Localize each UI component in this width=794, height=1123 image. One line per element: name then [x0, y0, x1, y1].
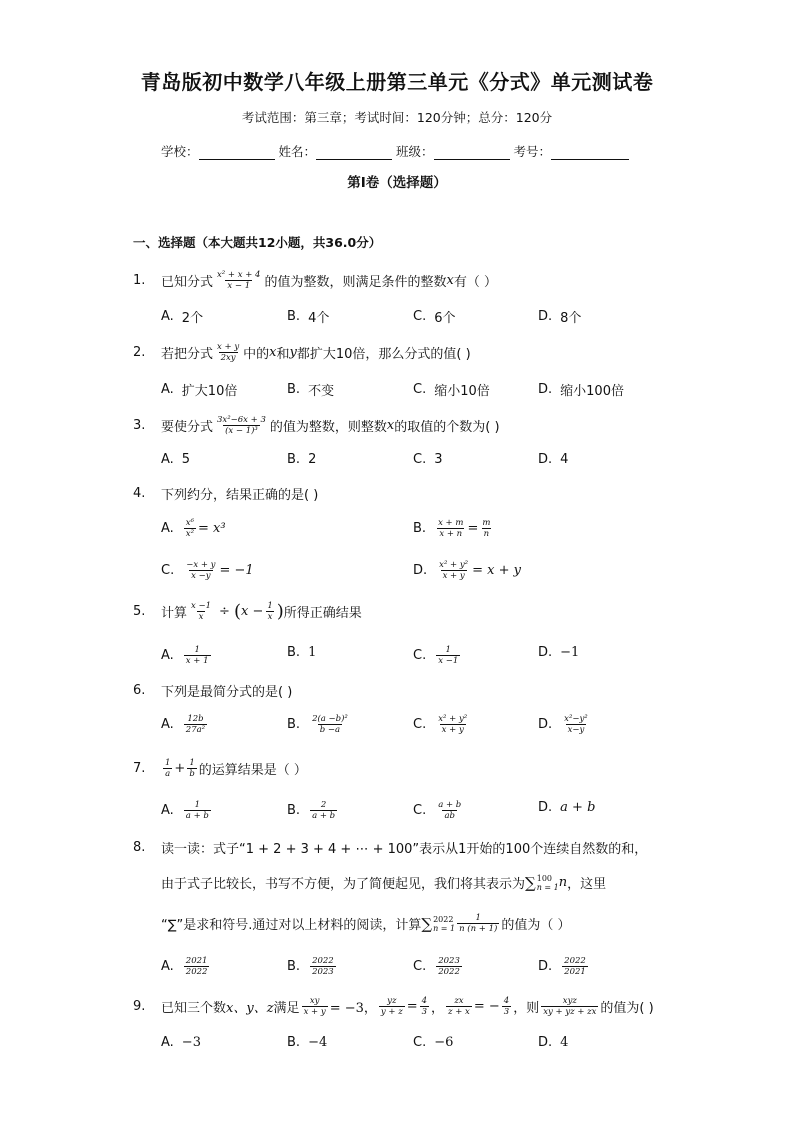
- fraction: [184, 800, 211, 821]
- question-text: [161, 270, 497, 291]
- question-prefix: 计算: [161, 606, 188, 621]
- option-b[interactable]: [287, 800, 339, 821]
- option-text: 2个: [181, 311, 204, 326]
- numerator: yz: [387, 996, 397, 1006]
- variable: x: [269, 345, 277, 360]
- denominator: 2021: [564, 967, 586, 977]
- question-text: [161, 601, 362, 622]
- fraction: [187, 758, 196, 779]
- denominator: a: [165, 769, 171, 779]
- equation-rhs: = −3，: [329, 1001, 377, 1016]
- school-blank[interactable]: [199, 145, 275, 160]
- option-label: B.: [287, 309, 301, 324]
- line-text-end: ，这里: [567, 877, 607, 892]
- option-label: C.: [413, 452, 427, 467]
- fraction: [480, 518, 492, 539]
- option-label: C.: [413, 309, 427, 324]
- equals-sign: =: [406, 999, 418, 1014]
- option-text: −3: [181, 1035, 201, 1050]
- right-paren: ): [276, 601, 284, 622]
- numerator: 1: [267, 601, 273, 611]
- numerator: xy: [309, 996, 320, 1006]
- option-b[interactable]: [413, 518, 494, 539]
- divide-sign: ÷: [219, 604, 230, 619]
- variable: n: [558, 875, 568, 890]
- denominator: a + b: [312, 811, 336, 821]
- sigma-symbol: [525, 874, 559, 892]
- option-d[interactable]: [538, 1035, 568, 1050]
- question-4: [133, 484, 318, 503]
- sum-limits: [537, 874, 559, 892]
- option-a[interactable]: [161, 800, 213, 821]
- option-label: B.: [413, 521, 427, 536]
- question-number: 1.: [133, 273, 146, 288]
- option-text: −4: [308, 1035, 328, 1050]
- option-b[interactable]: [287, 714, 352, 735]
- question-number: 5.: [133, 604, 146, 619]
- question-3: [133, 415, 500, 436]
- left-paren: (: [233, 601, 241, 622]
- option-label: B.: [287, 959, 301, 974]
- fraction: [310, 714, 350, 735]
- fraction: [184, 956, 210, 977]
- option-text: 6个: [434, 311, 456, 326]
- option-c[interactable]: [161, 560, 254, 581]
- option-text: 4: [560, 1035, 569, 1050]
- denominator: x: [267, 612, 273, 622]
- denominator: b: [189, 769, 195, 779]
- option-c[interactable]: [413, 452, 443, 467]
- question-suffix-2: 的取值的个数为( ): [394, 420, 500, 435]
- option-label: D.: [538, 452, 553, 467]
- option-label: A.: [161, 382, 174, 397]
- fraction: [215, 415, 268, 436]
- question-6: [133, 681, 292, 700]
- option-label: C.: [161, 563, 175, 578]
- denominator: x: [198, 612, 204, 622]
- option-label: C.: [413, 648, 427, 663]
- numerator: a + b: [438, 800, 462, 810]
- question-5: [133, 601, 362, 622]
- sum-limits: [433, 915, 455, 933]
- fraction: [502, 996, 511, 1017]
- question-number: 3.: [133, 418, 146, 433]
- denominator: x − 1: [227, 281, 251, 291]
- option-label: D.: [538, 1035, 553, 1050]
- numerator: 4: [503, 996, 510, 1006]
- question-prefix: 已知三个数: [161, 1001, 227, 1016]
- numerator: x⁶: [185, 518, 194, 528]
- fraction: [163, 758, 172, 779]
- option-text: 5: [181, 452, 191, 467]
- numerator: zx: [454, 996, 464, 1006]
- option-label: A.: [161, 452, 174, 467]
- option-label: B.: [287, 803, 301, 818]
- numerator: x² + y²: [439, 560, 469, 570]
- id-label: 考号：: [513, 144, 552, 159]
- fraction: [184, 560, 217, 581]
- question-text: [161, 758, 307, 779]
- upper-limit: 2022: [433, 914, 454, 924]
- question-text: [161, 996, 654, 1017]
- option-a[interactable]: [161, 1035, 201, 1050]
- fraction: [562, 714, 590, 735]
- option-text: −6: [434, 1035, 454, 1050]
- numerator: x + m: [438, 518, 464, 528]
- student-info-row: [161, 142, 641, 160]
- denominator: (x − 1)³: [225, 426, 258, 436]
- upper-limit: 100: [536, 873, 553, 883]
- option-rhs: = x + y: [472, 563, 521, 578]
- option-text: 扩大10倍: [181, 384, 238, 399]
- denominator: 2xy: [220, 353, 236, 363]
- question-line-3: [161, 913, 570, 934]
- option-label: D.: [538, 645, 553, 660]
- fraction: [310, 800, 337, 821]
- question-number: 6.: [133, 683, 146, 698]
- option-d[interactable]: [538, 714, 592, 735]
- question-suffix: 所得正确结果: [283, 606, 362, 621]
- denominator: b −a: [319, 725, 341, 735]
- numerator: x² + x + 4: [217, 270, 261, 280]
- denominator: x−y: [567, 725, 585, 735]
- question-text: [161, 342, 471, 363]
- option-label: D.: [538, 959, 553, 974]
- numerator: 1: [475, 913, 481, 923]
- line-text-end: 的值为（ ）: [501, 918, 571, 933]
- numerator: 1: [194, 800, 201, 810]
- question-number: 2.: [133, 345, 146, 360]
- option-d[interactable]: [538, 645, 579, 660]
- denominator: n (n + 1): [459, 924, 498, 934]
- line-text: “∑”是求和符号.通过对以上材料的阅读，计算: [161, 918, 422, 933]
- option-text: 8个: [560, 311, 582, 326]
- numerator: x + y: [217, 342, 240, 352]
- denominator: 27a²: [185, 725, 206, 735]
- exam-subtitle: 考试范围：第三章；考试时间：120分钟；总分：120分: [241, 110, 553, 125]
- numerator: 2023: [438, 956, 460, 966]
- fraction: [184, 645, 211, 666]
- equals-sign: =: [467, 521, 479, 536]
- id-blank[interactable]: [551, 145, 629, 160]
- option-d[interactable]: [538, 800, 595, 815]
- fraction: [310, 956, 336, 977]
- option-b[interactable]: [287, 380, 334, 399]
- comma: ，: [431, 1001, 445, 1016]
- option-c[interactable]: [413, 1035, 453, 1050]
- fraction: [436, 714, 469, 735]
- option-a[interactable]: [161, 307, 203, 326]
- name-label: 姓名：: [278, 144, 317, 159]
- option-text: 缩小10倍: [434, 384, 490, 399]
- option-label: D.: [413, 563, 428, 578]
- fraction: [562, 956, 588, 977]
- denominator: 2023: [312, 967, 334, 977]
- fraction: [302, 996, 328, 1017]
- option-label: A.: [161, 1035, 174, 1050]
- numerator: 2: [320, 800, 327, 810]
- question-8: [133, 838, 647, 857]
- option-label: B.: [287, 452, 301, 467]
- exam-title: 青岛版初中数学八年级上册第三单元《分式》单元测试卷: [140, 70, 654, 94]
- option-text: 3: [434, 452, 443, 467]
- question-2: [133, 342, 471, 363]
- question-text: 下列是最简分式的是( ): [161, 685, 293, 700]
- numerator: 4: [421, 996, 428, 1006]
- question-suffix-2: 有（ ）: [453, 275, 497, 290]
- denominator: 2022: [438, 967, 460, 977]
- option-text: 不变: [308, 384, 335, 399]
- option-text: 缩小100倍: [560, 384, 624, 399]
- denominator: x −1: [438, 656, 459, 666]
- class-blank[interactable]: [434, 145, 510, 160]
- option-text: −1: [560, 645, 580, 660]
- question-prefix: 已知分式: [161, 275, 214, 290]
- option-label: B.: [287, 645, 301, 660]
- name-blank[interactable]: [316, 145, 392, 160]
- denominator: 2022: [185, 967, 208, 977]
- option-c[interactable]: [413, 956, 464, 977]
- fraction: [184, 518, 196, 539]
- fraction: [457, 913, 499, 934]
- numerator: xyz: [562, 996, 577, 1006]
- option-label: D.: [538, 382, 553, 397]
- option-label: C.: [413, 382, 427, 397]
- numerator: x² + y²: [438, 714, 468, 724]
- question-text: [161, 415, 500, 436]
- question-7: [133, 758, 307, 779]
- question-8-line-3: [161, 913, 570, 934]
- conjunction: 和: [276, 347, 290, 362]
- fraction: [420, 996, 429, 1017]
- numerator: 1: [445, 645, 451, 655]
- numerator: 2022: [564, 956, 586, 966]
- fraction: [265, 601, 274, 622]
- option-d[interactable]: [538, 956, 590, 977]
- question-mid: 满足: [273, 1001, 300, 1016]
- denominator: xy + yz + zx: [543, 1007, 597, 1017]
- denominator: a + b: [185, 811, 209, 821]
- fraction: [437, 560, 470, 581]
- option-a[interactable]: [161, 380, 237, 399]
- option-label: C.: [413, 1035, 427, 1050]
- option-c[interactable]: [413, 714, 471, 735]
- denominator: n: [483, 529, 490, 539]
- fraction: [436, 800, 463, 821]
- option-label: A.: [161, 803, 174, 818]
- question-line-2: [161, 873, 606, 892]
- class-label: 班级：: [396, 144, 434, 159]
- option-c[interactable]: [413, 800, 465, 821]
- option-a[interactable]: [161, 956, 211, 977]
- option-label: A.: [161, 309, 174, 324]
- option-text: 4: [560, 452, 569, 467]
- denominator: x + y: [441, 725, 464, 735]
- fraction: [189, 601, 213, 622]
- denominator: z + x: [448, 1007, 470, 1017]
- question-number: 8.: [133, 840, 146, 855]
- question-8-line-2: [161, 873, 606, 892]
- lower-limit: n = 1: [433, 923, 456, 933]
- variable: y: [289, 345, 297, 360]
- option-text: 2: [308, 452, 317, 467]
- option-b[interactable]: [287, 307, 329, 326]
- variables: x、y、z: [226, 1001, 274, 1016]
- denominator: x + y: [442, 571, 465, 581]
- question-suffix: 的运算结果是（ ）: [198, 763, 307, 778]
- option-d[interactable]: [538, 307, 581, 326]
- option-label: A.: [161, 959, 174, 974]
- option-label: A.: [161, 648, 174, 663]
- option-c[interactable]: [413, 307, 456, 326]
- option-b[interactable]: [287, 1035, 327, 1050]
- option-label: B.: [287, 717, 301, 732]
- question-prefix: 若把分式: [161, 347, 214, 362]
- denominator: ab: [444, 811, 455, 821]
- option-d[interactable]: [538, 452, 568, 467]
- numerator: 12b: [187, 714, 204, 724]
- fraction: [215, 342, 241, 363]
- numerator: −x + y: [186, 560, 216, 570]
- option-label: D.: [538, 309, 553, 324]
- option-label: B.: [287, 382, 301, 397]
- option-c[interactable]: [413, 645, 462, 666]
- question-suffix: 中的: [243, 347, 270, 362]
- option-text: 1: [308, 645, 317, 660]
- numerator: 3x²−6x + 3: [217, 415, 266, 425]
- question-number: 4.: [133, 486, 146, 501]
- fraction: [446, 996, 472, 1017]
- option-label: C.: [413, 959, 427, 974]
- option-text: 4个: [308, 311, 330, 326]
- question-then: ，则: [513, 1001, 540, 1016]
- school-label: 学校：: [161, 144, 199, 159]
- option-text: a + b: [560, 800, 596, 815]
- option-a[interactable]: [161, 518, 226, 539]
- fraction: [541, 996, 598, 1017]
- sigma-glyph: ∑: [525, 873, 536, 892]
- question-prefix: 要使分式: [161, 420, 214, 435]
- question-9: [133, 996, 654, 1017]
- option-rhs: = x³: [198, 521, 226, 536]
- option-b[interactable]: [287, 452, 316, 467]
- option-label: D.: [538, 800, 553, 815]
- numerator: 2021: [185, 956, 208, 966]
- option-label: A.: [161, 717, 174, 732]
- option-a[interactable]: [161, 714, 209, 735]
- option-a[interactable]: [161, 452, 190, 467]
- question-line-1: 读一读：式子“1 + 2 + 3 + 4 + ⋯ + 100”表示从1开始的100个连续自然数的和，: [161, 842, 648, 857]
- variable: x: [446, 273, 454, 288]
- option-label: D.: [538, 717, 553, 732]
- denominator: x −y: [191, 571, 211, 581]
- question-text: 下列约分，结果正确的是( ): [161, 488, 319, 503]
- option-b[interactable]: [287, 645, 316, 660]
- denominator: x + n: [439, 529, 463, 539]
- option-a[interactable]: [161, 645, 213, 666]
- numerator: 2022: [312, 956, 334, 966]
- line-text: 由于式子比较长，书写不方便，为了简便起见，我们将其表示为: [161, 877, 526, 892]
- denominator: 3: [503, 1007, 510, 1017]
- sigma-symbol: [421, 915, 455, 933]
- option-c[interactable]: [413, 380, 490, 399]
- numerator: 1: [189, 758, 195, 768]
- denominator: 3: [421, 1007, 428, 1017]
- option-label: C.: [413, 803, 427, 818]
- fraction: [436, 956, 462, 977]
- option-label: C.: [413, 717, 427, 732]
- question-suffix: 的值为( ): [600, 1001, 654, 1016]
- denominator: x + y: [303, 1007, 326, 1017]
- variable: x: [386, 418, 395, 433]
- question-number: 7.: [133, 761, 146, 776]
- question-suffix: 的值为整数，则满足条件的整数: [264, 275, 447, 290]
- expression: x −: [240, 604, 264, 619]
- numerator: 1: [194, 645, 200, 655]
- option-b[interactable]: [287, 956, 338, 977]
- plus-sign: +: [174, 761, 186, 776]
- fraction: [436, 645, 460, 666]
- equals-minus: = −: [473, 999, 500, 1014]
- numerator: 2(a −b)²: [312, 714, 348, 724]
- option-rhs: = −1: [219, 563, 254, 578]
- denominator: x + 1: [185, 656, 209, 666]
- question-suffix-2: 都扩大10倍，那么分式的值( ): [296, 347, 471, 362]
- denominator: y + z: [380, 1007, 403, 1017]
- option-d[interactable]: [413, 560, 521, 581]
- numerator: x −1: [191, 601, 212, 611]
- numerator: x²−y²: [564, 714, 588, 724]
- question-1: [133, 270, 497, 291]
- volume-heading: 第I卷（选择题）: [347, 175, 447, 191]
- fraction: [379, 996, 405, 1017]
- option-label: A.: [161, 521, 174, 536]
- sigma-glyph: ∑: [421, 914, 433, 933]
- fraction: [436, 518, 465, 539]
- fraction: [215, 270, 262, 291]
- numerator: m: [482, 518, 491, 528]
- question-number: 9.: [133, 999, 146, 1014]
- section-heading: 一、选择题（本大题共12小题，共36.0分）: [133, 235, 382, 250]
- denominator: x²: [185, 529, 194, 539]
- lower-limit: n = 1: [536, 882, 559, 892]
- option-label: B.: [287, 1035, 301, 1050]
- option-d[interactable]: [538, 380, 624, 399]
- fraction: [184, 714, 207, 735]
- numerator: 1: [165, 758, 171, 768]
- question-suffix: 的值为整数，则整数: [269, 420, 387, 435]
